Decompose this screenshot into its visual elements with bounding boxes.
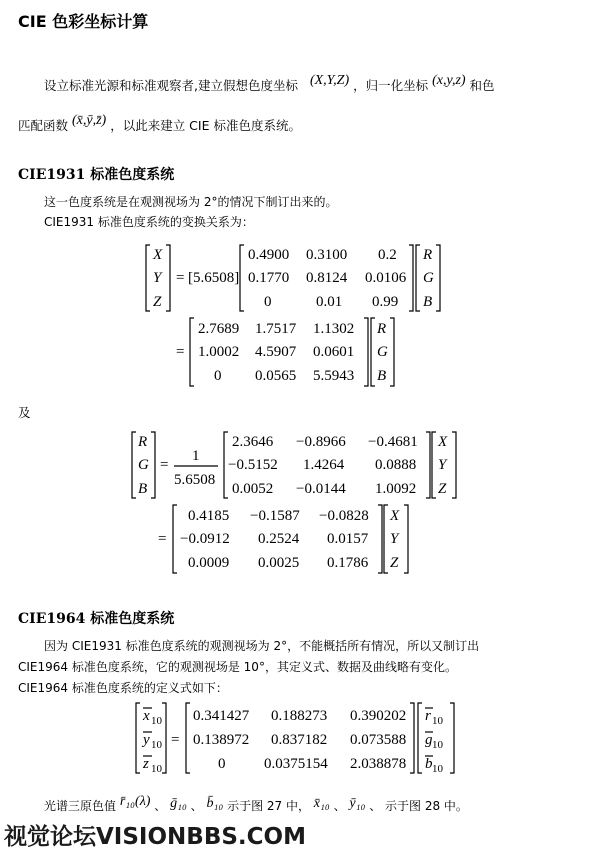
- m1-r1c1: 0.8124: [306, 270, 348, 286]
- math-y10: ȳ₁₀: [349, 796, 366, 811]
- bracket-right-rgb3: [151, 432, 155, 498]
- vec3-x: X: [438, 434, 448, 450]
- m1-r1c0: 0.1770: [248, 270, 290, 286]
- equals-3: =: [160, 457, 169, 473]
- vec-r: R: [423, 247, 433, 263]
- last-text-f: 、 示于图 28 中。: [369, 799, 468, 813]
- sub-g10: 10: [432, 739, 443, 751]
- bracket-left-xyz: [146, 245, 150, 311]
- m4-r0c1: −0.1587: [250, 508, 300, 524]
- intro-text-a: 设立标准光源和标准观察者,建立假想色度坐标: [44, 78, 298, 93]
- math-x10: x̄₁₀: [313, 796, 330, 811]
- m2-r2c2: 5.5943: [313, 368, 355, 384]
- m3-r1c1: 1.4264: [303, 457, 345, 473]
- vec4-x: X: [390, 508, 400, 524]
- vec3-r: R: [138, 434, 148, 450]
- sub-z10: 10: [151, 763, 162, 775]
- math-xyz-capital: (X,Y,Z): [309, 73, 350, 88]
- section-heading-cie1931: CIE1931 标准色度系统: [18, 167, 175, 183]
- cie1964-text-2: CIE1964 标准色度系统，它的观测视场是 10°，其定义式、数据及曲线略有变化。: [18, 660, 457, 674]
- vec-g-2: G: [377, 344, 388, 360]
- m4-r0c0: 0.4185: [188, 508, 230, 524]
- m5-r0c1: 0.188273: [271, 708, 328, 724]
- intro-text-e: ，以此来建立 CIE 标准色度系统。: [110, 118, 301, 133]
- intro-text-b: ，归一化坐标: [353, 78, 429, 93]
- bracket-right-rgb1: [436, 245, 440, 311]
- last-text-e: 、: [333, 799, 346, 813]
- bracket-left-rgb10: [418, 703, 422, 773]
- bracket-left-m5: [186, 703, 190, 773]
- m3-r2c2: 1.0092: [375, 481, 417, 497]
- m5-r2c2: 2.038878: [350, 756, 407, 772]
- m5-r0c2: 0.390202: [350, 708, 407, 724]
- m3-r1c0: −0.5152: [228, 457, 278, 473]
- vec3-z: Z: [438, 481, 447, 497]
- bracket-right-m5: [410, 703, 414, 773]
- bracket-right-xyz3: [452, 432, 456, 498]
- bracket-left-rgb1: [416, 245, 420, 311]
- vec3-g: G: [138, 457, 149, 473]
- vec-g: G: [423, 270, 434, 286]
- m1-r2c0: 0: [264, 294, 272, 310]
- vec-b: B: [423, 294, 433, 310]
- m2-r1c0: 1.0002: [198, 344, 240, 360]
- bracket-left-rgb2: [371, 318, 375, 386]
- bracket-left-xyz3: [432, 432, 436, 498]
- m3-r2c1: −0.0144: [296, 481, 346, 497]
- vec-y: Y: [153, 270, 162, 286]
- last-text-c: 、: [190, 799, 203, 813]
- and-text: 及: [18, 405, 31, 420]
- m4-r1c0: −0.0912: [180, 531, 230, 547]
- m4-r2c1: 0.0025: [258, 555, 300, 571]
- m5-r1c0: 0.138972: [193, 732, 250, 748]
- m5-r2c0: 0: [218, 756, 226, 772]
- bracket-left-m4: [173, 505, 177, 573]
- bracket-left-xyz4: [384, 505, 388, 573]
- intro-text-c: 和色: [469, 78, 495, 93]
- scalar-value: [5.6508]: [188, 270, 240, 286]
- frac-numerator: 1: [192, 448, 200, 464]
- eq4-text: [158, 508, 400, 571]
- vec-b-2: B: [377, 368, 387, 384]
- bracket-right-rgb10: [450, 703, 454, 773]
- equals-2: =: [176, 344, 185, 360]
- m1-r0c1: 0.3100: [306, 247, 348, 263]
- bracket-left-m1: [240, 245, 244, 311]
- bracket-right-rgb2: [390, 318, 394, 386]
- last-text-b: 、: [154, 799, 167, 813]
- m1-r2c2: 0.99: [372, 294, 399, 310]
- vec4-y: Y: [390, 531, 399, 547]
- cie1931-text-1: 这一色度系统是在观测视场为 2°的情况下制订出来的。: [44, 195, 338, 209]
- m5-r2c1: 0.0375154: [264, 756, 328, 772]
- m1-r2c1: 0.01: [316, 294, 343, 310]
- bracket-left-xyz10: [136, 703, 140, 773]
- vec5-r: r: [425, 708, 431, 724]
- vec3-y: Y: [438, 457, 447, 473]
- bracket-right-xyz: [166, 245, 170, 311]
- watermark-text: 视觉论坛VISIONBBS.COM: [4, 824, 306, 850]
- sub-r10: 10: [432, 715, 443, 727]
- m2-r0c2: 1.1302: [313, 321, 355, 337]
- m3-r0c2: −0.4681: [368, 434, 418, 450]
- m2-r1c2: 0.0601: [313, 344, 355, 360]
- m3-r0c0: 2.3646: [232, 434, 274, 450]
- eq2-text: [176, 321, 388, 384]
- math-matching-functions: (x̄,ȳ,z̄): [72, 113, 107, 128]
- m5-r1c2: 0.073588: [350, 732, 407, 748]
- last-text-d: 示于图 27 中，: [227, 799, 310, 813]
- m2-r0c0: 2.7689: [198, 321, 240, 337]
- eq1-text: [152, 247, 434, 310]
- vec3-b: B: [138, 481, 148, 497]
- bracket-right-m1: [409, 245, 413, 311]
- math-xyz-lower: (x,y,z): [432, 73, 466, 88]
- cie1964-text-1: 因为 CIE1931 标准色度系统的观测视场为 2°，不能概括所有情况，所以又制订出: [44, 639, 480, 653]
- math-r10-lambda: r̄₁₀(λ): [119, 794, 151, 809]
- intro-text-d: 匹配函数: [18, 118, 69, 133]
- m4-r2c0: 0.0009: [188, 555, 230, 571]
- sub-y10: 10: [151, 739, 162, 751]
- m4-r1c1: 0.2524: [258, 531, 300, 547]
- m1-r0c2: 0.2: [378, 247, 397, 263]
- vec5-z: z: [143, 756, 149, 772]
- vec-z: Z: [153, 294, 162, 310]
- bracket-right-m4: [378, 505, 382, 573]
- bracket-right-m2: [364, 318, 368, 386]
- sub-x10: 10: [151, 715, 162, 727]
- math-b10: b̄₁₀: [206, 796, 224, 811]
- bracket-right-xyz4: [404, 505, 408, 573]
- vec5-b: b: [425, 756, 433, 772]
- m3-r1c2: 0.0888: [375, 457, 417, 473]
- vec5-y: y: [143, 732, 150, 748]
- spectral-primaries-line: [44, 794, 468, 815]
- m1-r0c0: 0.4900: [248, 247, 290, 263]
- cie1964-text-3: CIE1964 标准色度系统的定义式如下：: [18, 681, 228, 695]
- m4-r1c2: 0.0157: [327, 531, 369, 547]
- frac-denominator: 5.6508: [174, 472, 216, 488]
- m2-r2c1: 0.0565: [255, 368, 297, 384]
- vec5-x: x: [143, 708, 150, 724]
- bracket-right-xyz10: [162, 703, 166, 773]
- m2-r1c1: 4.5907: [255, 344, 297, 360]
- cie1931-text-2: CIE1931 标准色度系统的变换关系为：: [44, 215, 254, 229]
- sub-b10: 10: [432, 763, 443, 775]
- m2-r2c0: 0: [214, 368, 222, 384]
- m1-r1c2: 0.0106: [365, 270, 407, 286]
- m2-r0c1: 1.7517: [255, 321, 297, 337]
- m4-r0c2: −0.0828: [319, 508, 369, 524]
- bracket-left-m2: [190, 318, 194, 386]
- m3-r0c1: −0.8966: [296, 434, 346, 450]
- vec-r-2: R: [377, 321, 387, 337]
- last-text-a: 光谱三原色值: [44, 799, 117, 813]
- m4-r2c2: 0.1786: [327, 555, 369, 571]
- bracket-right-m3: [426, 432, 430, 498]
- equals-1: =: [176, 270, 185, 286]
- vec5-g: g: [425, 732, 433, 748]
- equals-5: =: [171, 732, 180, 748]
- m5-r1c1: 0.837182: [271, 732, 328, 748]
- m5-r0c0: 0.341427: [193, 708, 250, 724]
- page-title: CIE 色彩坐标计算: [18, 12, 149, 31]
- bracket-left-rgb3: [132, 432, 136, 498]
- equals-4: =: [158, 531, 167, 547]
- vec4-z: Z: [390, 555, 399, 571]
- section-heading-cie1964: CIE1964 标准色度系统: [18, 611, 175, 627]
- math-g10: ḡ₁₀: [170, 796, 187, 811]
- m3-r2c0: 0.0052: [232, 481, 274, 497]
- vec-x: X: [153, 247, 163, 263]
